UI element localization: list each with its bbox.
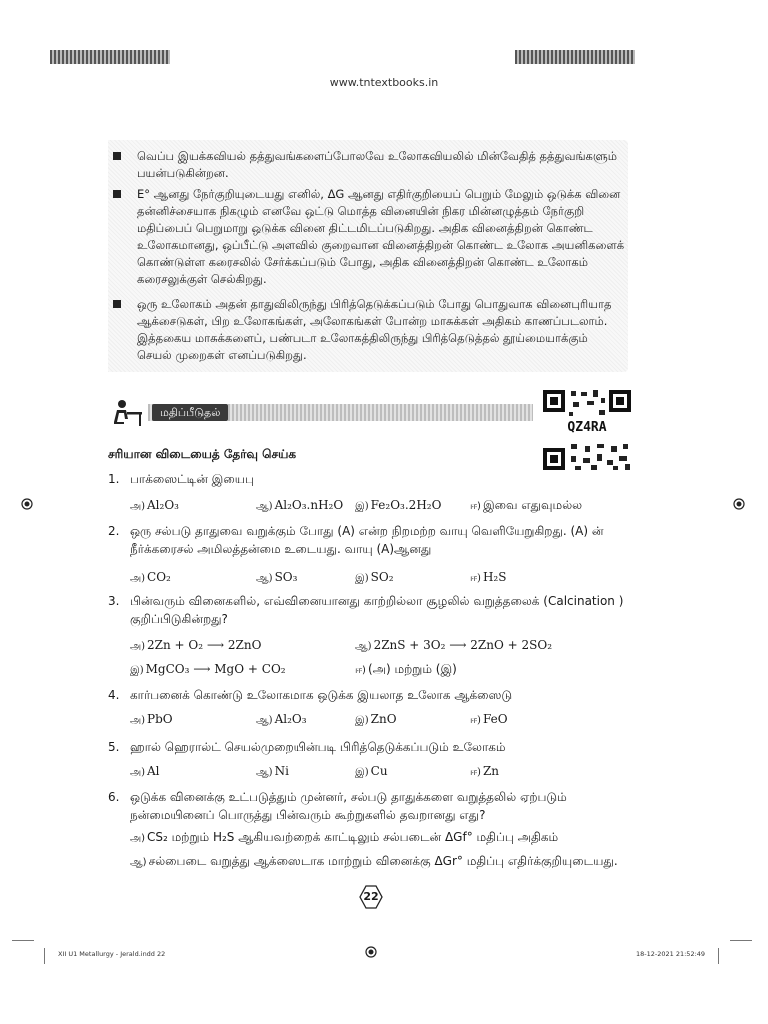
footer-file-name: XII U1 Metallurgy - Jerald.indd 22 [58,950,166,958]
answer-option[interactable]: ஆ) சல்பைடை வறுத்து ஆக்ஸைடாக மாற்றும் வினைக்கு ΔGr° மதிப்பு எதிர்க்குறியுடையது. [130,854,618,868]
answer-option[interactable]: அ) CO₂ [130,570,171,584]
question: 2. ஒரு சல்படு தாதுவை வறுக்கும் போது (A) என்ற நிறமற்ற வாயு வெளியேறுகிறது. (A) ன் நீர்க்கரைசல் அமிலத்தன்மை உடையது. வாயு (A)ஆனது [108,524,604,556]
footer-timestamp: 18-12-2021 21:52:49 [636,950,706,958]
student-at-desk-icon [108,398,144,428]
bullet-square-icon [113,190,121,198]
answer-option[interactable]: இ) Cu [355,764,388,778]
question: 4. கார்பனைக் கொண்டு உலோகமாக ஒடுக்க இயலாத உலோக ஆக்ஸைடு [108,688,513,702]
answer-option[interactable]: ஈ) FeO [470,712,508,726]
answer-option[interactable]: ஆ) Al₂O₃ [256,712,307,726]
answer-option[interactable]: அ) CS₂ மற்றும் H₂S ஆகியவற்றைக் காட்டிலும் சல்படைன் ΔGf° மதிப்பு அதிகம் [130,830,559,844]
crop-mark [718,948,719,964]
answer-option[interactable]: ஆ) SO₃ [256,570,298,584]
top-scan-strip [0,44,768,70]
qr-code[interactable] [541,388,633,472]
registration-mark-icon [732,497,746,511]
answer-option[interactable]: அ) Al [130,764,160,778]
bullet-square-icon [113,152,121,160]
answer-option[interactable]: ஆ) Al₂O₃.nH₂O [256,498,344,512]
answer-option[interactable]: அ) Al₂O₃ [130,498,179,512]
answer-option[interactable]: இ) Fe₂O₃.2H₂O [355,498,442,512]
bullet-square-icon [113,300,121,308]
answer-option[interactable]: அ) PbO [130,712,173,726]
summary-point: E° ஆனது நேர்குறியுடையது எனில், ΔG ஆனது எதிர்குறியைப் பெறும் மேலும் ஒடுக்க வினை தன்னிச்சையாக நிகழும் எனவே ஒட்டு மொத்த வினையின் நிகர மின்னழுத்தம் நேர்குறி மதிப்பைப் பெறுமாறு ஒடுக்க வினை திட்டமிடப்படுகிறது. அதிக வினைத்திறன் கொண்ட உலோகமானது, ஒப்பீட்டு அளவில் குறைவான வினைத்திறன் கொண்ட உலோக அயனிகளைக் கொண்டுள்ள கரைசலில் சேர்க்கப்படும் போது, அதிக வினைத்திறன் கொண்ட உலோகம் கரைசலுக்குள் செல்கிறது. [115,186,625,288]
question: 5. ஹால் ஹெரால்ட் செயல்முறையின்படி பிரித்தெடுக்கப்படும் உலோகம் [108,740,506,754]
site-url: www.tntextbooks.in [329,76,439,89]
answer-option[interactable]: இ) ZnO [355,712,397,726]
crop-mark [44,948,45,964]
answer-option[interactable]: ஈ) (அ) மற்றும் (இ) [355,662,457,676]
question: 6. ஒடுக்க வினைக்கு உட்படுத்தும் முன்னர், சல்படு தாதுக்களை வறுத்தலில் ஏற்படும் நன்மையினைப் பொருத்து பின்வரும் கூற்றுகளில் தவறானது எது? [108,790,567,822]
section-banner [108,398,533,426]
question: 3. பின்வரும் வினைகளில், எவ்வினையானது காற்றில்லா சூழலில் வறுத்தலைக் (Calcination ) குறிப்பிடுகின்றது? [108,594,624,626]
answer-option[interactable]: ஆ) Ni [256,764,289,778]
qr-code-label: QZ4RA [541,420,633,435]
answer-option[interactable]: இ) SO₂ [355,570,394,584]
page-number: 22 [358,884,384,910]
answer-option[interactable]: ஆ) 2ZnS + 3O₂ ⟶ 2ZnO + 2SO₂ [355,638,553,652]
summary-point: வெப்ப இயக்கவியல் தத்துவங்களைப்போலவே உலோகவியலில் மின்வேதித் தத்துவங்களும் பயன்படுகின்றன. [115,148,625,182]
answer-option[interactable]: ஈ) H₂S [470,570,507,584]
answer-option[interactable]: அ) 2Zn + O₂ ⟶ 2ZnO [130,638,262,652]
crop-mark [12,940,34,941]
answer-option[interactable]: இ) MgCO₃ ⟶ MgO + CO₂ [130,662,286,676]
instruction-heading: சரியான விடையைத் தேர்வு செய்க [108,447,297,461]
registration-mark-icon [20,497,34,511]
registration-mark-icon [364,945,378,959]
summary-point: ஒரு உலோகம் அதன் தாதுவிலிருந்து பிரித்தெடுக்கப்படும் போது பொதுவாக வினைபுரியாத ஆக்சைடுகள், பிற உலோகங்கள், அலோகங்கள் போன்ற மாசுக்கள் அதிகம் காணப்படலாம். இத்தகைய மாசுக்களைப், பண்படா உலோகத்திலிருந்து பிரித்தெடுத்தல் தூய்மையாக்கும் செயல் முறைகள் எனப்படுகிறது. [115,296,625,364]
answer-option[interactable]: ஈ) Zn [470,764,500,778]
question: 1. பாக்ஸைட்டின் இயைபு [108,472,254,486]
section-title: மதிப்பீடுதல் [152,404,228,421]
answer-option[interactable]: ஈ) இவை எதுவுமல்ல [470,498,583,512]
crop-mark [730,940,752,941]
